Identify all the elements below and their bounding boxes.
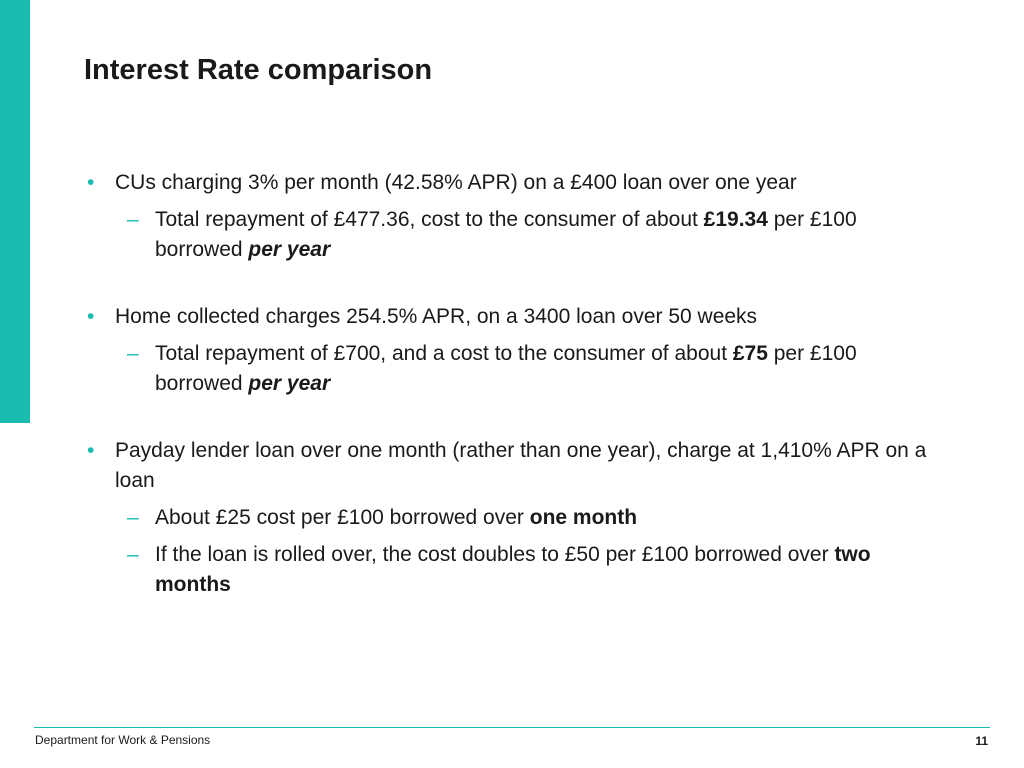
page-number: 11 xyxy=(975,734,988,748)
sub-bullet-text: Total repayment of £477.36, cost to the consumer of about xyxy=(155,208,704,231)
slide-title: Interest Rate comparison xyxy=(84,54,433,86)
sub-bullet-bold: one month xyxy=(529,506,638,529)
dash-marker-icon: – xyxy=(127,543,139,566)
sub-bullet-bold: £19.34 xyxy=(703,208,768,231)
bullet-marker-icon: • xyxy=(87,439,95,462)
footer-divider xyxy=(34,727,990,728)
bullet-text: Payday lender loan over one month (rather than one year), charge at 1,410% APR on a loan xyxy=(115,439,927,492)
sub-bullet-item xyxy=(84,540,934,600)
bullet-marker-icon: • xyxy=(87,171,95,194)
bullet-item xyxy=(84,302,934,332)
sub-bullet-text: About £25 cost per £100 borrowed over xyxy=(155,506,530,529)
dash-marker-icon: – xyxy=(127,208,139,231)
sub-bullet-text: If the loan is rolled over, the cost doubles to £50 per £100 borrowed over xyxy=(155,543,835,566)
sub-bullet-text-mid: per £100 borrowed xyxy=(155,208,857,261)
bullet-item xyxy=(84,436,934,496)
bullet-item xyxy=(84,168,934,198)
dash-marker-icon: – xyxy=(127,342,139,365)
bullet-list xyxy=(84,168,934,600)
sub-bullet-emphasis: per year xyxy=(248,372,331,395)
accent-bar xyxy=(0,0,30,423)
sub-bullet-bold: £75 xyxy=(732,342,768,365)
sub-bullet-item xyxy=(84,205,934,265)
sub-bullet-bold: two months xyxy=(155,543,871,596)
footer-organisation: Department for Work & Pensions xyxy=(35,733,211,747)
bullet-text: Home collected charges 254.5% APR, on a 3400 loan over 50 weeks xyxy=(115,305,758,328)
sub-bullet-text: Total repayment of £700, and a cost to the consumer of about xyxy=(155,342,733,365)
sub-bullet-item xyxy=(84,503,934,533)
sub-bullet-text-mid: per £100 borrowed xyxy=(155,342,857,395)
bullet-text: CUs charging 3% per month (42.58% APR) on a £400 loan over one year xyxy=(115,171,797,194)
sub-bullet-emphasis: per year xyxy=(248,238,331,261)
sub-bullet-item xyxy=(84,339,934,399)
dash-marker-icon: – xyxy=(127,506,139,529)
bullet-marker-icon: • xyxy=(87,305,95,328)
